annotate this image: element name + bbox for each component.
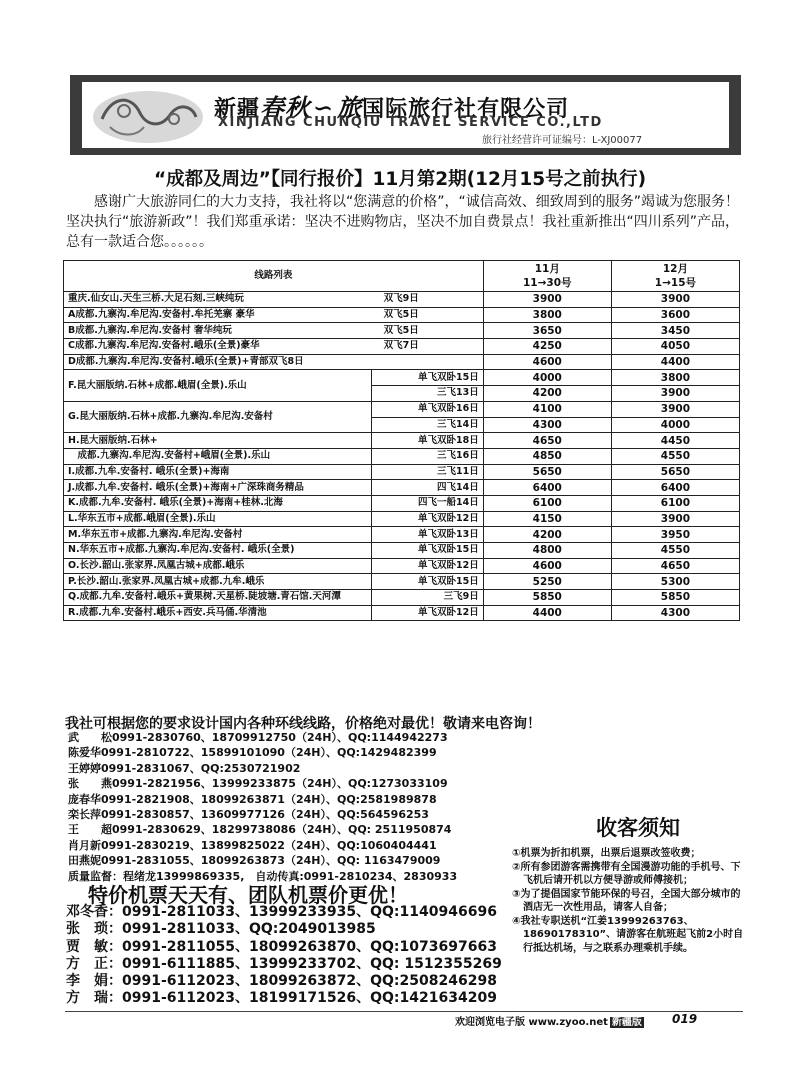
dec-price-cell: 3450 <box>611 323 739 339</box>
nov-price-cell: 4600 <box>483 558 611 574</box>
ticket-contact-line: 贾 敏：0991-2811055、18099263870、QQ:1073697663 <box>66 938 497 955</box>
dec-price-cell: 4000 <box>611 417 739 433</box>
company-name-en: XINJIANG CHUNQIU TRAVEL SERVICE CO.,LTD <box>218 115 603 130</box>
contact-line: 栾长萍0991-2830857、13609977126（24H）、QQ:564596253 <box>68 808 429 822</box>
table-row <box>64 401 740 417</box>
company-name-cn: 新疆春秋 ∽ 旅国际旅行社有限公司 <box>214 93 570 122</box>
company-logo-icon <box>88 85 208 145</box>
dec-price-cell: 4650 <box>611 558 739 574</box>
edition-badge: 新疆版 <box>611 1017 642 1028</box>
table-row <box>64 292 740 308</box>
route-cell: B成都.九寨沟.牟尼沟.安备村 奢华纯玩 双飞5日 <box>64 323 484 339</box>
trip-type-cell: 单飞双卧12日 <box>371 558 483 574</box>
trip-type-inline: 双飞9日 <box>383 293 419 305</box>
dec-price-cell: 4550 <box>611 543 739 559</box>
dec-price-cell: 3900 <box>611 292 739 308</box>
route-cell: K.成都.九牟.安备村. 峨乐(全景)+海南+桂林.北海 <box>64 495 372 511</box>
table-row <box>64 448 740 464</box>
table-row <box>64 558 740 574</box>
nov-price-cell: 4300 <box>483 417 611 433</box>
trip-type-inline: 双飞7日 <box>383 340 419 352</box>
trip-type-inline: 双飞5日 <box>383 309 419 321</box>
dec-price-cell: 3950 <box>611 527 739 543</box>
ticket-contact-line: 张 琐：0991-2811033、QQ:2049013985 <box>66 921 376 938</box>
note-item: ①机票为折扣机票，出票后退票改签收费； <box>512 848 701 859</box>
trip-type-cell: 四飞一船14日 <box>371 495 483 511</box>
trip-type-cell: 单飞双卧15日 <box>371 370 483 386</box>
table-row <box>64 354 740 370</box>
ticket-contact-list <box>66 904 502 1008</box>
page-number: 019 <box>672 1012 698 1026</box>
nov-price-cell: 3900 <box>483 292 611 308</box>
route-cell: C成都.九寨沟.牟尼沟.安备村.峨乐(全景)豪华 双飞7日 <box>64 339 484 355</box>
note-item: ②所有参团游客需携带有全国漫游功能的手机号、下飞机后请开机以方便导游或师傅接机； <box>512 861 741 886</box>
special-ticket-line: 特价机票天天有、团队机票价更优！ <box>88 883 408 907</box>
header-panel <box>82 82 729 148</box>
trip-type-cell: 三飞14日 <box>371 417 483 433</box>
table-row <box>64 511 740 527</box>
route-cell: 成都.九寨沟.牟尼沟.安备村+峨眉(全景).乐山 <box>64 448 372 464</box>
ticket-contact-line: 李 娟：0991-6112023、18099263872、QQ:2508246298 <box>66 973 497 990</box>
nov-price-cell: 4000 <box>483 370 611 386</box>
contact-line: 陈爱华0991-2810722、15899101090（24H）、QQ:1429482399 <box>68 746 437 760</box>
nov-price-cell: 3800 <box>483 307 611 323</box>
route-cell: A成都.九寨沟.牟尼沟.安备村.牟托羌寨 豪华 双飞5日 <box>64 307 484 323</box>
nov-price-cell: 4800 <box>483 543 611 559</box>
trip-type-cell: 四飞14日 <box>371 480 483 496</box>
dec-price-cell: 3900 <box>611 511 739 527</box>
price-table <box>63 260 740 621</box>
ticket-contact-line: 方 瑞：0991-6112023、18199171526、QQ:1421634209 <box>66 990 497 1007</box>
note-item: ④我社专职送机“江姜13999263763、18690178310”、请游客在航班起飞前2小时自行抵达机场，与之联系办理乘机手续。 <box>512 915 744 954</box>
trip-type-cell: 单飞双卧15日 <box>371 543 483 559</box>
dec-price-cell: 4050 <box>611 339 739 355</box>
footer-text: 欢迎浏览电子版 www.zyoo.net 新疆版 <box>455 1017 642 1028</box>
table-row <box>64 543 740 559</box>
dec-price-cell: 4400 <box>611 354 739 370</box>
page-title: “成都及周边”【同行报价】11月第2期(12月15号之前执行) <box>153 169 647 190</box>
intro-paragraph: 感谢广大旅游同仁的大力支持，我社将以“您满意的价格”，“诚信高效、细致周到的服务”竭诚为您服务！坚决执行“旅游新政”！我们郑重承诺：坚决不进购物店，坚决不加自费景点！我社重新推出“四川系列”产品，总有一款适合您。。。。。。 <box>66 194 740 250</box>
nov-price-cell: 4850 <box>483 448 611 464</box>
route-cell: 重庆.仙女山.天生三桥.大足石刻.三峡纯玩 双飞9日 <box>64 292 484 308</box>
nov-price-cell: 4650 <box>483 433 611 449</box>
route-cell: D成都.九寨沟.牟尼沟.安备村.峨乐(全景)+青部双飞8日 <box>64 354 484 370</box>
table-row <box>64 590 740 606</box>
route-cell: G.昆大丽版纳.石林+成都.九寨沟.牟尼沟.安备村 <box>64 401 372 432</box>
ticket-contact-line: 方 正：0991-6111885、13999233702、QQ: 1512355269 <box>66 955 502 972</box>
route-column-header: 线路列表 <box>64 261 484 292</box>
trip-type-cell: 单飞双卧18日 <box>371 433 483 449</box>
license-number: 旅行社经营许可证编号：L-XJ00077 <box>482 135 643 146</box>
table-row <box>64 370 740 386</box>
dec-column-header: 12月 1→15号 <box>611 261 739 292</box>
nov-price-cell: 4600 <box>483 354 611 370</box>
dec-price-cell: 6400 <box>611 480 739 496</box>
nov-price-cell: 4200 <box>483 527 611 543</box>
dec-price-cell: 3800 <box>611 370 739 386</box>
trip-type-inline: 双飞5日 <box>383 324 419 336</box>
trip-type-cell: 单飞双卧16日 <box>371 401 483 417</box>
contact-line: 田燕妮0991-2831055、18099263873（24H）、QQ: 1163479009 <box>68 854 441 868</box>
table-row <box>64 464 740 480</box>
nov-price-cell: 5850 <box>483 590 611 606</box>
nov-price-cell: 4250 <box>483 339 611 355</box>
table-row <box>64 527 740 543</box>
contact-line: 张 燕0991-2821956、13999233875（24H）、QQ:1273033109 <box>68 777 448 791</box>
dec-price-cell: 3600 <box>611 307 739 323</box>
notes-title: 收客须知 <box>596 816 680 840</box>
contact-line: 王婷婷0991-2831067、QQ:2530721902 <box>68 761 301 775</box>
note-item: ③为了提倡国家节能环保的号召，全国大部分城市的酒店无一次性用品，请客人自备； <box>512 888 741 913</box>
table-row <box>64 307 740 323</box>
nov-price-cell: 6400 <box>483 480 611 496</box>
dec-price-cell: 4450 <box>611 433 739 449</box>
dec-price-cell: 4550 <box>611 448 739 464</box>
table-row <box>64 339 740 355</box>
route-cell: L.华东五市+成都.峨眉(全景).乐山 <box>64 511 372 527</box>
route-cell: M.华东五市+成都.九寨沟.牟尼沟.安备村 <box>64 527 372 543</box>
table-row <box>64 495 740 511</box>
nov-price-cell: 3650 <box>483 323 611 339</box>
trip-type-cell: 单飞双卧15日 <box>371 574 483 590</box>
contact-line: 王 超0991-2830629、18299738086（24H）、QQ: 2511950874 <box>68 823 452 837</box>
trip-type-cell: 三飞13日 <box>371 386 483 402</box>
nov-price-cell: 5650 <box>483 464 611 480</box>
contact-line: 武 松0991-2830760、18709912750（24H）、QQ:1144942273 <box>68 731 448 744</box>
contact-line: 庞春华0991-2821908、18099263871（24H）、QQ:2581989878 <box>68 792 437 806</box>
nov-price-cell: 4200 <box>483 386 611 402</box>
contact-line: 质量监督：程绪龙13999869335, 自动传真:0991-2810234、2830933 <box>68 869 458 883</box>
trip-type-cell: 三飞16日 <box>371 448 483 464</box>
dec-price-cell: 6100 <box>611 495 739 511</box>
trip-type-cell: 单飞双卧13日 <box>371 527 483 543</box>
route-cell: F.昆大丽版纳.石林+成都.峨眉(全景).乐山 <box>64 370 372 401</box>
custom-route-line: 我社可根据您的要求设计国内各种环线线路，价格绝对最优！敬请来电咨询！ <box>65 716 541 732</box>
route-cell: I.成都.九牟.安备村. 峨乐(全景)+海南 <box>64 464 372 480</box>
route-cell: O.长沙.韶山.张家界.凤凰古城+成都.峨乐 <box>64 558 372 574</box>
notes-list <box>512 847 747 955</box>
dec-price-cell: 4300 <box>611 605 739 621</box>
nov-price-cell: 4150 <box>483 511 611 527</box>
company-header <box>70 75 741 155</box>
dec-price-cell: 3900 <box>611 401 739 417</box>
table-row <box>64 605 740 621</box>
trip-type-cell: 三飞9日 <box>371 590 483 606</box>
dec-price-cell: 5650 <box>611 464 739 480</box>
nov-price-cell: 4100 <box>483 401 611 417</box>
table-row <box>64 433 740 449</box>
nov-column-header: 11月 11→30号 <box>483 261 611 292</box>
contact-list <box>68 730 457 884</box>
route-cell: Q.成都.九牟.安备村.峨乐+黄果树.天星桥.陡坡塘.青石馆.天河潭 <box>64 590 372 606</box>
trip-type-cell: 三飞11日 <box>371 464 483 480</box>
route-cell: R.成都.九牟.安备村.峨乐+西安.兵马俑.华清池 <box>64 605 372 621</box>
route-cell: H.昆大丽版纳.石林+ <box>64 433 372 449</box>
contact-line: 肖月新0991-2830219、13899825022（24H）、QQ:1060404441 <box>68 838 437 852</box>
dec-price-cell: 3900 <box>611 386 739 402</box>
table-header-row <box>64 261 740 292</box>
nov-price-cell: 5250 <box>483 574 611 590</box>
footer-divider <box>65 1011 743 1012</box>
ticket-contact-line: 邓冬香：0991-2811033、13999233935、QQ:1140946696 <box>66 904 497 920</box>
nov-price-cell: 4400 <box>483 605 611 621</box>
nov-price-cell: 6100 <box>483 495 611 511</box>
table-row <box>64 574 740 590</box>
dec-price-cell: 5850 <box>611 590 739 606</box>
route-cell: J.成都.九牟.安备村. 峨乐(全景)+海南+广深珠商务精品 <box>64 480 372 496</box>
route-cell: N.华东五市+成都.九寨沟.牟尼沟.安备村. 峨乐(全景) <box>64 543 372 559</box>
table-row <box>64 323 740 339</box>
route-cell: P.长沙.韶山.张家界.凤凰古城+成都.九牟.峨乐 <box>64 574 372 590</box>
dec-price-cell: 5300 <box>611 574 739 590</box>
trip-type-cell: 单飞双卧12日 <box>371 605 483 621</box>
table-row <box>64 480 740 496</box>
trip-type-cell: 单飞双卧12日 <box>371 511 483 527</box>
